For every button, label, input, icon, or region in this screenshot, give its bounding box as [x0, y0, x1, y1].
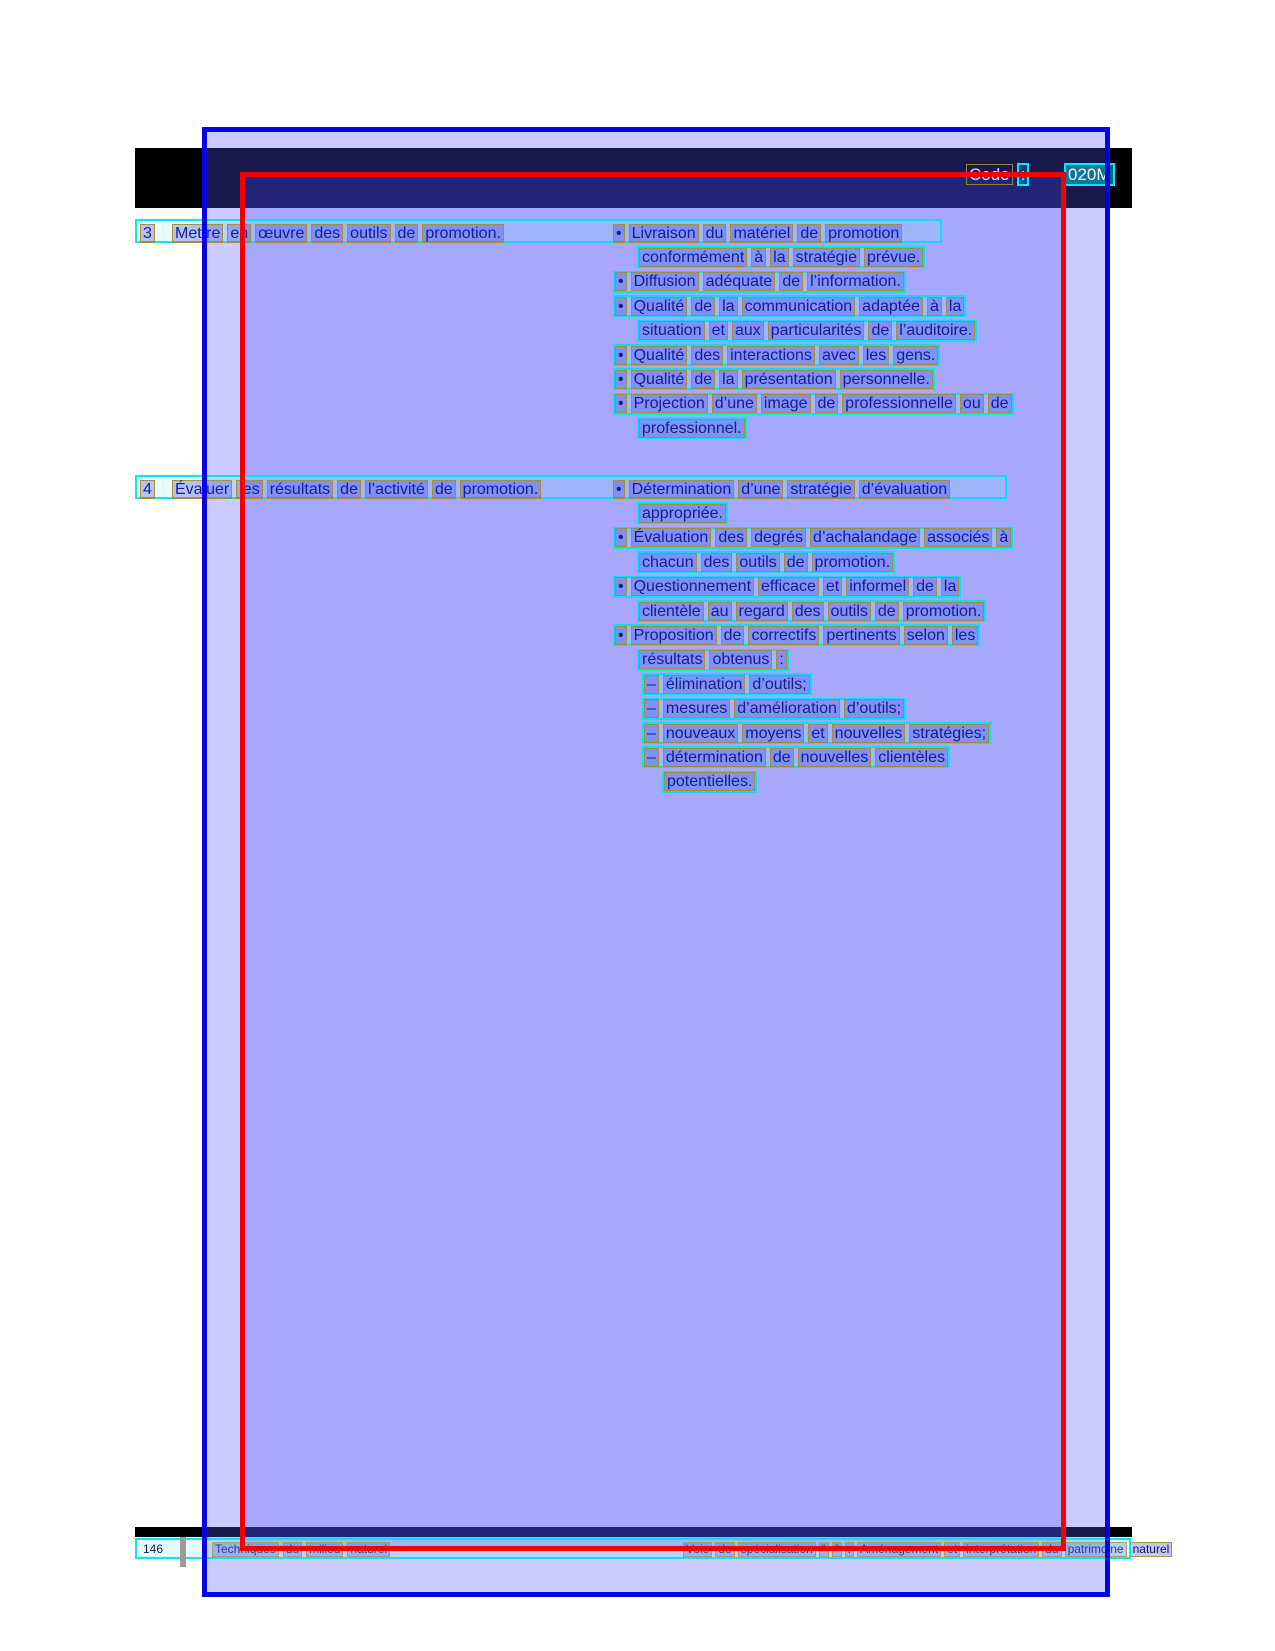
dash-marker: – [644, 675, 659, 694]
word-box: les [863, 346, 889, 365]
word-box: adaptée [859, 297, 923, 316]
word-box: clientèle [639, 602, 704, 621]
bullet-marker: • [615, 577, 627, 596]
word-box: du [703, 224, 727, 243]
word-box: promotion. [812, 553, 894, 572]
word-box: clientèles [875, 748, 948, 767]
word-box: : [845, 1542, 854, 1557]
word-box: stratégies; [909, 724, 989, 743]
word-box: situation [639, 321, 705, 340]
word-box: aux [732, 321, 764, 340]
word-box: pertinents [823, 626, 899, 645]
word-box: de [868, 321, 892, 340]
word-box: associés [924, 528, 992, 547]
bullet-marker: • [615, 394, 627, 413]
word-box: promotion. [903, 602, 985, 621]
word-box: et [823, 577, 842, 596]
code-value: 020M [1064, 163, 1115, 186]
word-box: naturel [347, 1542, 390, 1557]
item-number [140, 222, 155, 244]
bullet-marker: • [615, 346, 627, 365]
word-box: de [337, 480, 361, 499]
bullet-marker: • [615, 626, 627, 645]
word-box: avec [819, 346, 859, 365]
word-box: outils [828, 602, 871, 621]
word-box: obtenus [709, 650, 772, 669]
word-box: des [715, 528, 747, 547]
word-box: du [283, 1542, 302, 1557]
word-box: Questionnement [631, 577, 754, 596]
word-box: potentielles. [664, 772, 755, 791]
word-box: selon [904, 626, 948, 645]
word-box: stratégie [793, 248, 860, 267]
word-box: d’une [712, 394, 757, 413]
word-box: professionnelle [842, 394, 956, 413]
word-box: de [691, 370, 715, 389]
word-box: de [691, 297, 715, 316]
word-box: d’une [738, 480, 783, 499]
page-number: 146 [143, 1541, 164, 1556]
word-box: Proposition [631, 626, 717, 645]
word-box: présentation [742, 370, 836, 389]
word-box: la [946, 297, 964, 316]
word-box: 4 [140, 480, 155, 499]
word-box: la [719, 370, 737, 389]
word-box: d’outils; [844, 699, 904, 718]
word-box: de [770, 748, 794, 767]
word-box: ou [960, 394, 984, 413]
word-box: des [792, 602, 824, 621]
bullet-marker: • [613, 224, 625, 243]
word-box: de [779, 272, 803, 291]
word-box: l’auditoire. [896, 321, 975, 340]
word-box: les [236, 480, 262, 499]
footer-gray-marker [180, 1537, 186, 1567]
word-box: d’amélioration [734, 699, 840, 718]
word-box: nouveaux [663, 724, 738, 743]
word-box: efficace [758, 577, 819, 596]
bullet-marker: • [613, 480, 625, 499]
word-box: et [808, 724, 827, 743]
word-box: la [941, 577, 959, 596]
bullet-marker: • [615, 528, 627, 547]
word-box: de [432, 480, 456, 499]
word-box: à [927, 297, 942, 316]
word-box: résultats [267, 480, 333, 499]
word-box: des [691, 346, 723, 365]
bullet-marker: • [615, 297, 627, 316]
word-box: œuvre [255, 224, 307, 243]
word-box: l’activité [365, 480, 428, 499]
text-block-border [240, 172, 1066, 1551]
item-number [140, 478, 155, 500]
word-box: de [913, 577, 937, 596]
word-box: Techniques [212, 1542, 279, 1557]
word-box: Aménagement [857, 1542, 941, 1557]
word-box: du [1042, 1542, 1061, 1557]
word-box: outils [347, 224, 390, 243]
word-box: prévue. [864, 248, 923, 267]
word-box: patrimoine [1065, 1542, 1127, 1557]
word-box: correctifs [748, 626, 819, 645]
word-box: gens. [893, 346, 938, 365]
word-box: à [751, 248, 766, 267]
word-box: élimination [663, 675, 745, 694]
word-box: image [761, 394, 811, 413]
word-box: Qualité [631, 297, 688, 316]
word-box: outils [736, 553, 779, 572]
word-box: regard [736, 602, 788, 621]
word-box: naturel [1130, 1542, 1173, 1557]
word-box: Voie [683, 1542, 712, 1557]
bullet-marker: • [615, 272, 627, 291]
word-box: conformément [639, 248, 747, 267]
word-box: et [709, 321, 728, 340]
word-box: communication [742, 297, 856, 316]
word-box: : [776, 650, 786, 669]
word-box: Qualité [631, 346, 688, 365]
word-box: de [395, 224, 419, 243]
word-box: Mettre [172, 224, 223, 243]
word-box: adéquate [703, 272, 776, 291]
word-box: Diffusion [631, 272, 699, 291]
word-box: informel [846, 577, 909, 596]
word-box: de [797, 224, 821, 243]
word-box: degrés [751, 528, 806, 547]
word-box: promotion [825, 224, 902, 243]
word-box: Livraison [629, 224, 699, 243]
word-box: interprétation [963, 1542, 1039, 1557]
word-box: nouvelles [832, 724, 906, 743]
word-box: en [227, 224, 251, 243]
word-box: la [770, 248, 788, 267]
word-box: matériel [730, 224, 793, 243]
word-box: interactions [727, 346, 815, 365]
code-colon: : [1017, 163, 1030, 186]
dash-marker: – [644, 699, 659, 718]
code-label: Code [966, 164, 1013, 185]
word-box: promotion. [460, 480, 542, 499]
word-box: nouvelles [798, 748, 872, 767]
word-box: la [719, 297, 737, 316]
word-box: détermination [663, 748, 766, 767]
word-box: personnelle. [840, 370, 933, 389]
word-box: ” [832, 1542, 842, 1557]
word-box: résultats [639, 650, 705, 669]
word-box: de [875, 602, 899, 621]
word-box: d’outils; [749, 675, 809, 694]
word-box: professionnel. [639, 419, 745, 438]
word-box: milieu [306, 1542, 343, 1557]
word-box: stratégie [787, 480, 854, 499]
word-box: des [311, 224, 343, 243]
word-box: 3 [140, 224, 155, 243]
word-box: d’achalandage [810, 528, 920, 547]
word-box: des [701, 553, 733, 572]
word-box: les [952, 626, 978, 645]
word-box: Détermination [629, 480, 735, 499]
footer-page-number-line [140, 1541, 166, 1557]
word-box: promotion. [422, 224, 504, 243]
word-box: Qualité [631, 370, 688, 389]
word-box: de [815, 394, 839, 413]
word-box: appropriée. [639, 504, 726, 523]
word-box: l’information. [807, 272, 904, 291]
word-box: “ [819, 1542, 829, 1557]
word-box: particularités [768, 321, 865, 340]
word-box: d’évaluation [859, 480, 950, 499]
word-box: au [708, 602, 732, 621]
word-box: Projection [631, 394, 708, 413]
bullet-marker: • [615, 370, 627, 389]
word-box: mesures [663, 699, 730, 718]
dash-marker: – [644, 724, 659, 743]
word-box: de [988, 394, 1012, 413]
word-box: moyens [742, 724, 804, 743]
word-box: de [784, 553, 808, 572]
dash-marker: – [644, 748, 659, 767]
word-box: de [721, 626, 745, 645]
word-box: de [715, 1542, 734, 1557]
word-box: spécialisation [738, 1542, 816, 1557]
word-box: et [944, 1542, 960, 1557]
word-box: chacun [639, 553, 697, 572]
word-box: Évaluer [172, 480, 232, 499]
word-box: Évaluation [631, 528, 712, 547]
word-box: à [996, 528, 1011, 547]
